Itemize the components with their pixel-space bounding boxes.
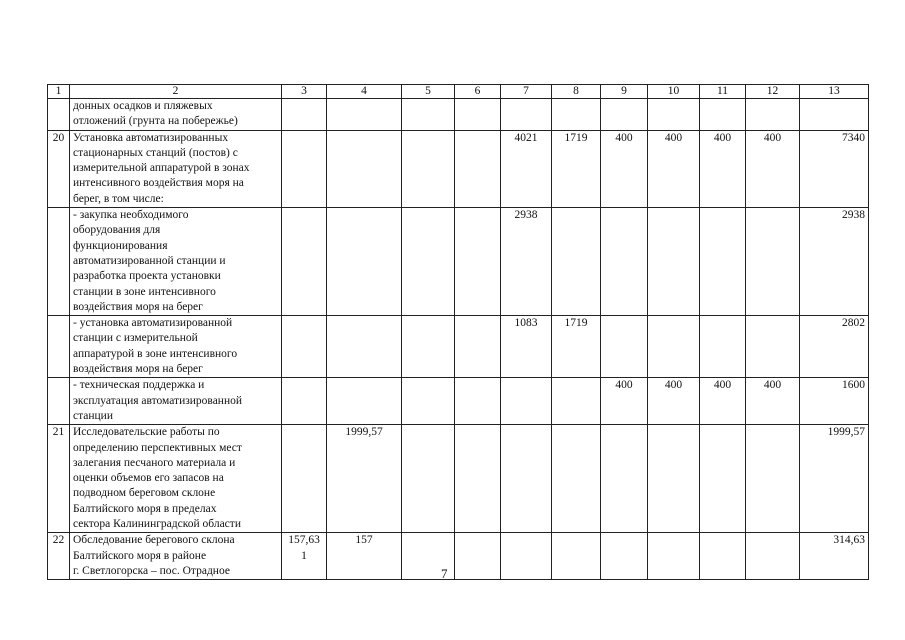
- value-cell-3: [282, 533, 327, 580]
- value-cell-12: 400: [746, 130, 800, 207]
- value-cell-13: 314,63: [800, 533, 869, 580]
- value-cell-9: [601, 208, 648, 316]
- row-number: 22: [48, 533, 70, 580]
- value-cell-7: [501, 99, 552, 131]
- row-number: 20: [48, 130, 70, 207]
- header-cell: 7: [501, 85, 552, 99]
- value-cell-11: [700, 316, 746, 378]
- description-line: воздействия моря на берег: [73, 300, 203, 313]
- value-cell-12: [746, 208, 800, 316]
- value-cell-13: 7340: [800, 130, 869, 207]
- description-line: Балтийского моря в районе: [73, 549, 207, 562]
- value-cell-11: 400: [700, 130, 746, 207]
- row-number: [48, 208, 70, 316]
- value-cell-3: [282, 316, 327, 378]
- header-cell: 13: [800, 85, 869, 99]
- value-cell-6: [455, 425, 501, 533]
- value-cell-7: [501, 425, 552, 533]
- value-cell-8: 1719: [552, 316, 601, 378]
- value-cell-5: [402, 99, 455, 131]
- table-row: [48, 208, 869, 316]
- value-cell-13: 2938: [800, 208, 869, 316]
- description-line: донных осадков и пляжевых: [73, 100, 213, 112]
- value-cell-13: 1600: [800, 378, 869, 425]
- description-line: - техническая поддержка и: [73, 379, 205, 392]
- row-number: 21: [48, 425, 70, 533]
- value-cell-3: [282, 130, 327, 207]
- value-cell-4: [327, 99, 402, 131]
- value-cell-12: [746, 99, 800, 131]
- value-cell-4: [327, 130, 402, 207]
- header-cell: 5: [402, 85, 455, 99]
- description-line: измерительной аппаратурой в зонах: [73, 162, 250, 175]
- table-row: [48, 99, 869, 131]
- value-cell-12: [746, 316, 800, 378]
- value-cell-12: [746, 425, 800, 533]
- value-cell-8: [552, 99, 601, 131]
- value-cell-10: [648, 208, 700, 316]
- value-line: 1: [301, 549, 307, 562]
- header-cell: 4: [327, 85, 402, 99]
- value-cell-3: [282, 378, 327, 425]
- value-cell-11: 400: [700, 378, 746, 425]
- row-description: [70, 378, 282, 425]
- value-cell-9: 400: [601, 130, 648, 207]
- header-row: [48, 85, 869, 99]
- value-cell-7: 4021: [501, 130, 552, 207]
- description-line: стационарных станций (постов) с: [73, 146, 238, 159]
- description-line: подводном береговом склоне: [73, 487, 216, 500]
- budget-table: [47, 84, 869, 580]
- page-number: 7: [441, 566, 448, 581]
- value-cell-7: [501, 533, 552, 580]
- value-cell-9: [601, 99, 648, 131]
- value-line: 157,63: [288, 534, 320, 547]
- value-cell-9: [601, 316, 648, 378]
- value-cell-10: 400: [648, 378, 700, 425]
- row-description: [70, 130, 282, 207]
- description-line: разработка проекта установки: [73, 270, 221, 283]
- description-line: определению перспективных мест: [73, 441, 242, 454]
- description-line: залегания песчаного материала и: [73, 456, 236, 469]
- description-line: Исследовательские работы по: [73, 426, 220, 439]
- value-cell-8: [552, 208, 601, 316]
- value-cell-9: [601, 425, 648, 533]
- table-row: [48, 130, 869, 207]
- value-cell-11: [700, 533, 746, 580]
- value-cell-9: 400: [601, 378, 648, 425]
- description-line: г. Светлогорска – пос. Отрадное: [73, 564, 230, 577]
- header-cell: 3: [282, 85, 327, 99]
- value-cell-4: [327, 316, 402, 378]
- header-cell: 6: [455, 85, 501, 99]
- table-row: [48, 378, 869, 425]
- description-line: - закупка необходимого: [73, 209, 189, 222]
- value-cell-4: [327, 378, 402, 425]
- value-cell-5: [402, 378, 455, 425]
- description-line: отложений (грунта на побережье): [73, 115, 238, 128]
- header-cell: 10: [648, 85, 700, 99]
- row-description: [70, 208, 282, 316]
- value-cell-4: [327, 208, 402, 316]
- description-line: - установка автоматизированной: [73, 317, 233, 330]
- value-cell-5: [402, 130, 455, 207]
- description-line: Балтийского моря в пределах: [73, 502, 217, 515]
- header-cell: 8: [552, 85, 601, 99]
- description-line: аппаратурой в зоне интенсивного: [73, 347, 238, 360]
- description-line: Установка автоматизированных: [73, 131, 229, 144]
- value-cell-13: 2802: [800, 316, 869, 378]
- row-description: [70, 425, 282, 533]
- value-cell-8: [552, 533, 601, 580]
- value-cell-5: [402, 316, 455, 378]
- value-cell-10: [648, 425, 700, 533]
- value-cell-7: 1083: [501, 316, 552, 378]
- description-line: интенсивного воздействия моря на: [73, 177, 244, 190]
- description-line: воздействия моря на берег: [73, 363, 203, 376]
- value-cell-4: 157: [327, 533, 402, 580]
- header-cell: 1: [48, 85, 70, 99]
- description-line: сектора Калининградской области: [73, 518, 241, 531]
- value-cell-11: [700, 208, 746, 316]
- description-line: станции в зоне интенсивного: [73, 285, 216, 298]
- header-cell: 11: [700, 85, 746, 99]
- value-cell-6: [455, 378, 501, 425]
- value-cell-11: [700, 425, 746, 533]
- value-cell-6: [455, 208, 501, 316]
- value-cell-3: [282, 208, 327, 316]
- value-cell-6: [455, 99, 501, 131]
- value-cell-7: 2938: [501, 208, 552, 316]
- value-cell-8: [552, 378, 601, 425]
- value-cell-6: [455, 533, 501, 580]
- table-row: [48, 533, 869, 580]
- row-description: [70, 533, 282, 580]
- row-description: [70, 99, 282, 131]
- value-cell-6: [455, 130, 501, 207]
- description-line: станции с измерительной: [73, 332, 198, 345]
- header-cell: 9: [601, 85, 648, 99]
- value-cell-7: [501, 378, 552, 425]
- value-cell-10: 400: [648, 130, 700, 207]
- value-cell-5: [402, 425, 455, 533]
- value-cell-3: [282, 425, 327, 533]
- table-row: [48, 316, 869, 378]
- description-line: оценки объемов его запасов на: [73, 472, 224, 485]
- row-number: [48, 316, 70, 378]
- value-cell-8: [552, 425, 601, 533]
- value-cell-12: [746, 533, 800, 580]
- table-row: [48, 425, 869, 533]
- row-description: [70, 316, 282, 378]
- value-cell-13: [800, 99, 869, 131]
- value-cell-4: 1999,57: [327, 425, 402, 533]
- row-number: [48, 378, 70, 425]
- value-cell-11: [700, 99, 746, 131]
- description-line: автоматизированной станции и: [73, 254, 226, 267]
- description-line: эксплуатация автоматизированной: [73, 394, 243, 407]
- header-cell: 2: [70, 85, 282, 99]
- value-cell-5: [402, 208, 455, 316]
- header-cell: 12: [746, 85, 800, 99]
- value-cell-10: [648, 533, 700, 580]
- description-line: Обследование берегового склона: [73, 534, 235, 547]
- value-cell-13: 1999,57: [800, 425, 869, 533]
- value-cell-6: [455, 316, 501, 378]
- value-cell-12: 400: [746, 378, 800, 425]
- description-line: станции: [73, 409, 113, 422]
- value-cell-3: [282, 99, 327, 131]
- description-line: функционирования: [73, 239, 168, 252]
- value-cell-10: [648, 316, 700, 378]
- description-line: оборудования для: [73, 224, 161, 237]
- description-line: берег, в том числе:: [73, 192, 164, 205]
- value-cell-8: 1719: [552, 130, 601, 207]
- value-cell-9: [601, 533, 648, 580]
- value-cell-10: [648, 99, 700, 131]
- row-number: [48, 99, 70, 131]
